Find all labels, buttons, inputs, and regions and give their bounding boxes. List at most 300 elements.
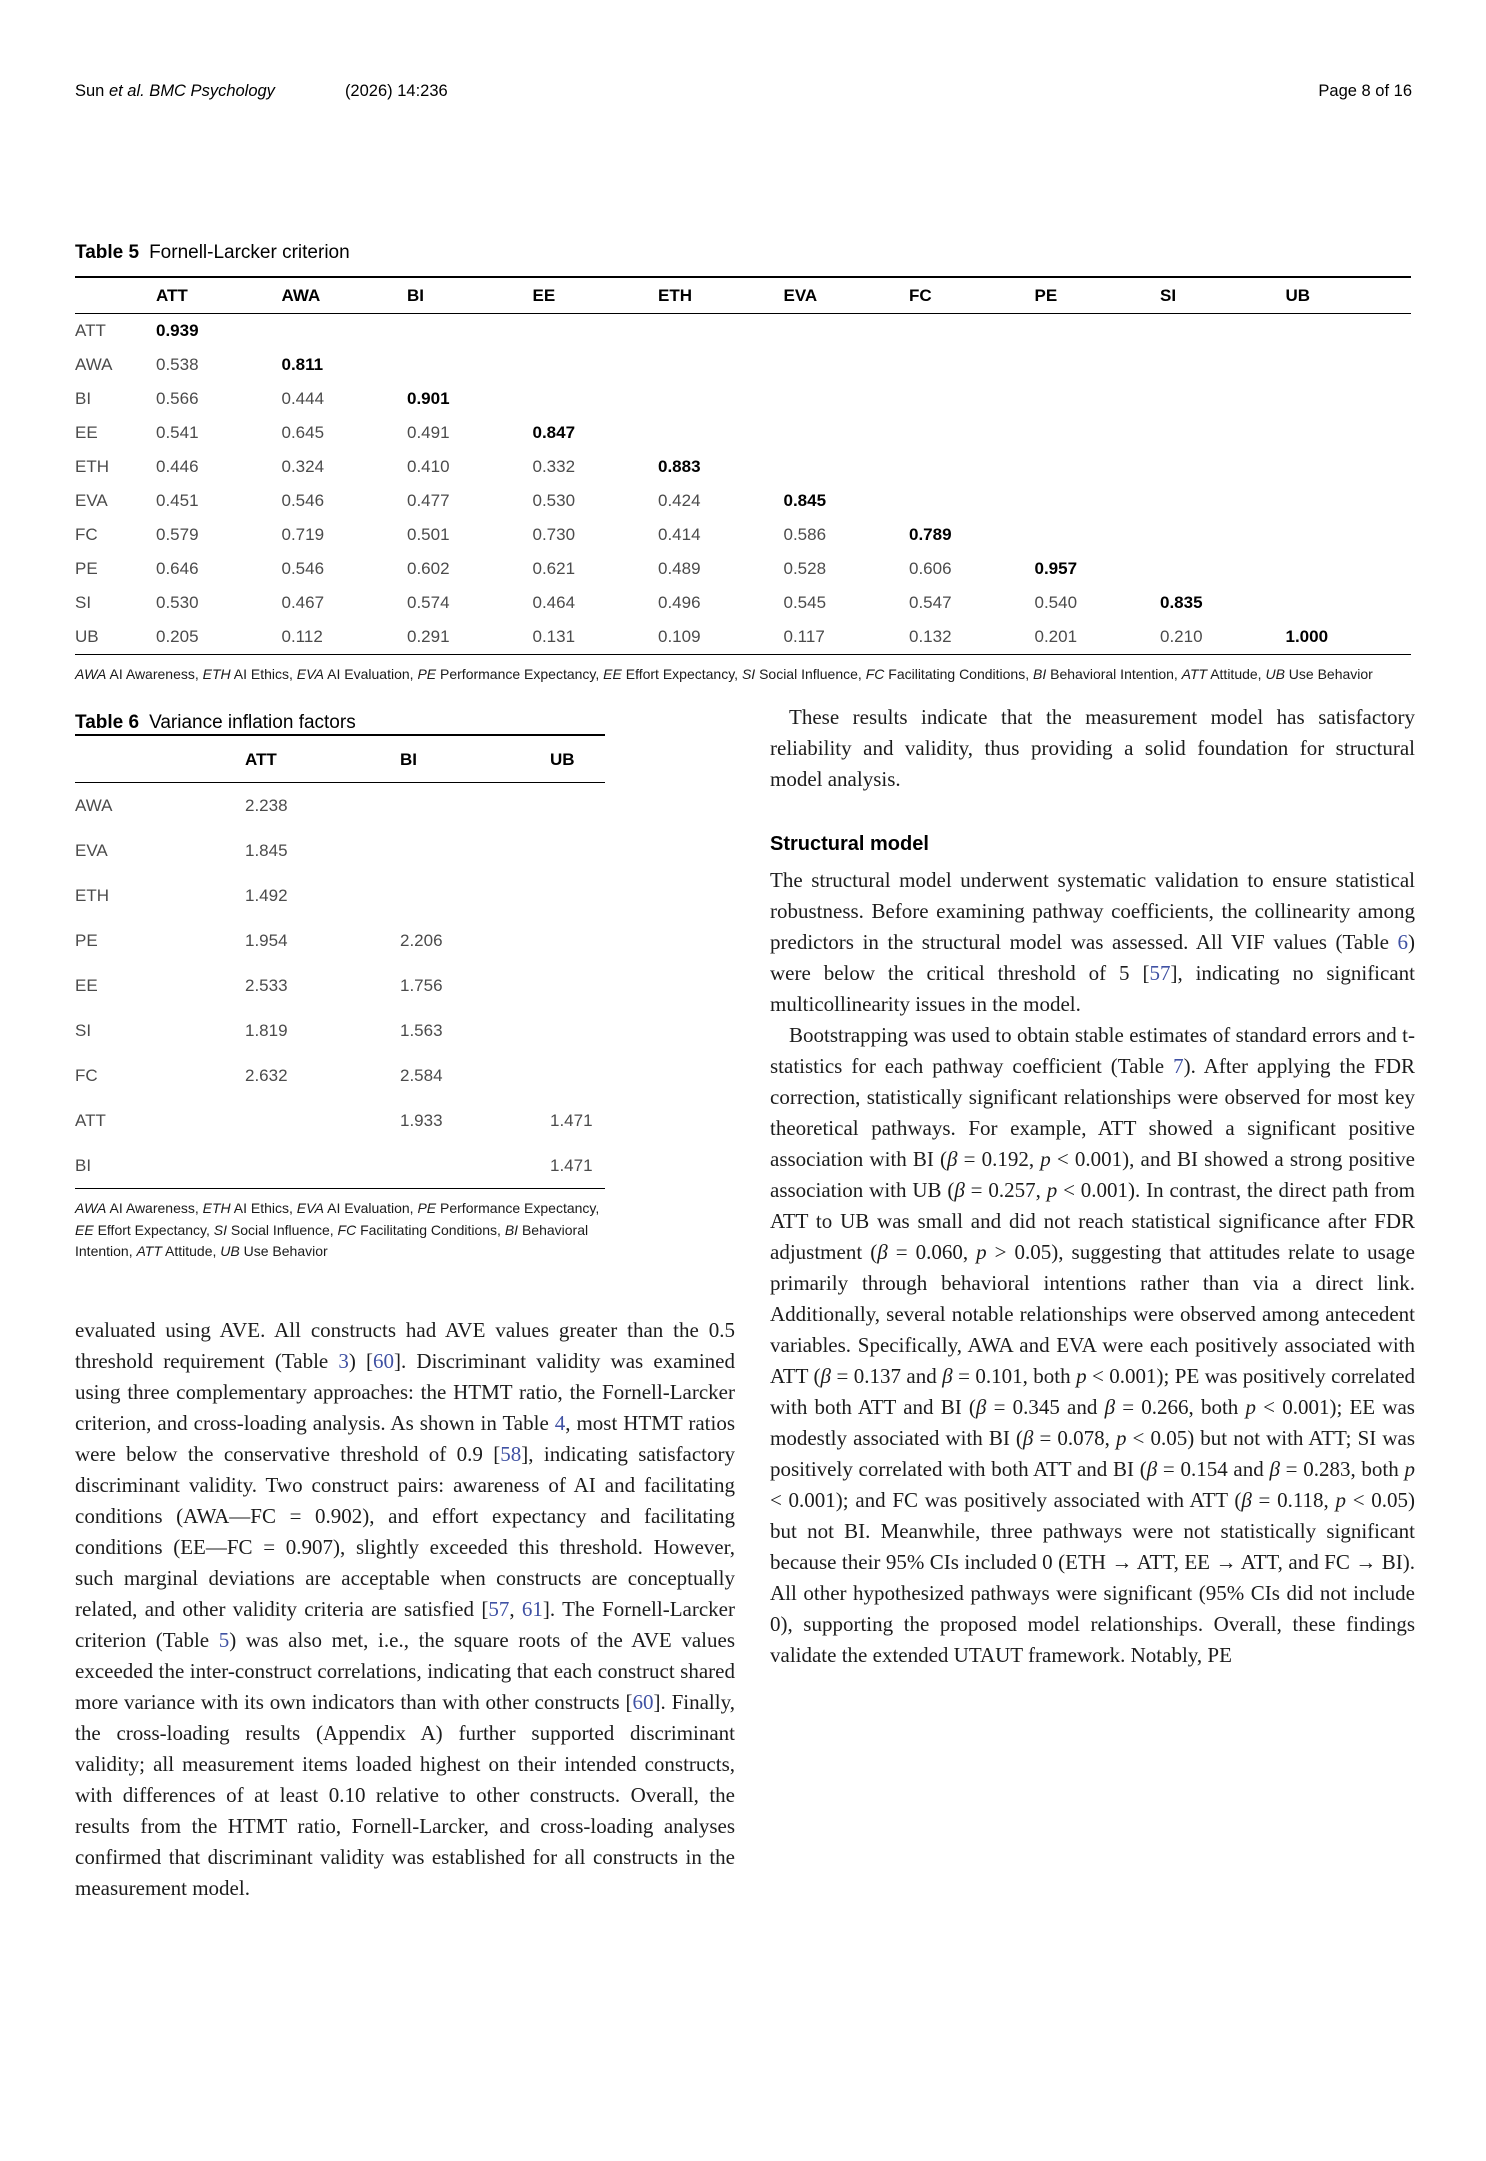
text-run: AI Ethics, <box>230 1200 297 1216</box>
table-cell <box>658 314 784 349</box>
table-cell: 0.579 <box>156 525 199 544</box>
text-run: p <box>1046 1178 1058 1202</box>
text-run: = 0.283, both <box>1279 1457 1405 1481</box>
table-cell <box>784 416 910 450</box>
text-run: Bootstrapping was used to obtain stable estimates of standard errors and t-statistics for each pathway coefficient (Table <box>770 1023 1415 1078</box>
row-label: UB <box>75 627 99 646</box>
table5-header-row <box>75 277 1411 314</box>
text-run: β <box>1269 1457 1280 1481</box>
table-cell: 1.933 <box>400 1111 443 1130</box>
text-run: > 0.05), suggesting that attitudes relate to usage primarily through behavioral intentions rather than via a direct link. Additionally, several notable relationships were observed among antecedent variables. Specifically, AWA and EVA were each positively associated with ATT ( <box>770 1240 1415 1388</box>
table-cell: 0.789 <box>909 525 952 544</box>
table-cell: 0.602 <box>407 559 450 578</box>
text-run: < 0.05) but not with ATT; SI was positively correlated with both ATT and BI ( <box>770 1426 1415 1481</box>
table-cell: 0.606 <box>909 559 952 578</box>
table6 <box>75 734 605 1189</box>
row-label: FC <box>75 525 98 544</box>
table5-section <box>75 242 1411 686</box>
table-cell <box>784 314 910 349</box>
table-cell: 0.530 <box>532 491 576 510</box>
body-paragraph-results: These results indicate that the measurement model has satisfactory reliability and validity, thus providing a solid foundation for structural model analysis. <box>770 705 1415 791</box>
text-run: ) was also met, i.e., the square roots of the AVE values exceeded the inter-construct correlations, indicating that each construct shared more variance with its own indicators than with other constructs [ <box>75 1627 735 1714</box>
table-cell: 0.410 <box>407 457 450 476</box>
text-run: Effort Expectancy, <box>621 666 742 682</box>
text-run: β <box>947 1147 958 1171</box>
text-run: Use Behavior <box>1284 666 1373 682</box>
table-row <box>75 450 1411 484</box>
table-cell: 0.489 <box>658 559 701 578</box>
table-cell <box>533 348 659 382</box>
text-run: The structural model underwent systematic validation to ensure statistical robustness. Before examining pathway coefficients, the collinearity among predictors in the structural model was assessed. All VIF values (Table <box>770 868 1415 954</box>
text-run: evaluated using AVE. All constructs had AVE values greater than the 0.5 threshold requirement (Table <box>75 1317 735 1373</box>
table6-caption <box>75 712 735 734</box>
text-run: FC <box>337 1221 357 1238</box>
table-cell <box>909 450 1035 484</box>
table-cell: 2.584 <box>400 1066 443 1085</box>
column-header: FC <box>909 286 932 305</box>
text-run: EVA <box>296 1200 325 1216</box>
text-run: β <box>1104 1395 1116 1419</box>
text-run: EVA <box>296 666 325 682</box>
table6-header-row <box>75 735 605 783</box>
table-cell <box>1160 314 1286 349</box>
text-run: p <box>1115 1426 1127 1450</box>
text-run: EE <box>603 666 622 682</box>
table-cell: 1.000 <box>1285 627 1329 646</box>
text-run: ) [ <box>348 1348 374 1373</box>
table-row <box>75 620 1411 655</box>
row-label: EVA <box>75 491 108 510</box>
table-cell: 0.477 <box>407 491 450 510</box>
text-run: EE <box>75 1221 94 1238</box>
table-cell: 0.496 <box>658 593 701 612</box>
table-cell: 0.538 <box>156 355 199 374</box>
table-cell <box>1160 450 1286 484</box>
table-cell <box>1286 518 1412 552</box>
text-run: Performance Expectancy, <box>436 1200 600 1216</box>
table-cell: 1.954 <box>245 931 288 950</box>
table-row <box>75 416 1411 450</box>
table-cell: 0.530 <box>156 593 199 612</box>
text-run: = 0.118, <box>1251 1488 1336 1512</box>
table-row <box>75 382 1411 416</box>
table-cell <box>1286 314 1412 349</box>
text-run: Performance Expectancy, <box>436 666 604 682</box>
text-run: Use Behavior <box>239 1243 328 1259</box>
table-cell: 0.451 <box>156 491 199 510</box>
text-run: < 0.001). In contrast, the direct path from ATT to UB was small and did not reach statistical significance after FDR adjustment ( <box>770 1178 1415 1264</box>
table-cell <box>533 382 659 416</box>
column-header: BI <box>407 286 424 305</box>
text-run: ]. Finally, the cross-loading results (Appendix A) further supported discriminant validity; all measurement items loaded highest on their intended constructs, with differences of at least 0.10 relative to other constructs. Overall, the results from the HTMT ratio, Fornell-Larcker, and cross-loading analyses confirmed that discriminant validity was established for all constructs in the measurement model. <box>75 1689 735 1900</box>
row-label: AWA <box>75 796 113 815</box>
table-cell <box>245 1143 400 1189</box>
column-header: ATT <box>245 750 277 769</box>
text-run: < 0.001); PE was positively correlated with both ATT and BI ( <box>770 1364 1416 1419</box>
table-cell: 0.324 <box>281 457 325 476</box>
text-run: FC <box>865 666 885 682</box>
table-cell: 0.566 <box>156 389 199 408</box>
text-run: ]. Discriminant validity was examined using three complementary approaches: the HTMT ratio, the Fornell-Larcker criterion, and cross-loading analysis. As shown in Table <box>75 1348 735 1435</box>
text-run: AWA <box>75 1200 107 1216</box>
text-run: Attitude, <box>1207 666 1266 682</box>
table-row <box>75 873 605 918</box>
table-cell: 0.939 <box>156 321 199 340</box>
text-run: UB <box>1265 666 1285 682</box>
column-header: AWA <box>281 286 321 305</box>
table-cell <box>245 1098 400 1143</box>
table-cell <box>550 963 605 1008</box>
table-cell: 1.563 <box>400 1021 443 1040</box>
table-cell <box>1035 518 1161 552</box>
table-cell: 0.444 <box>281 389 325 408</box>
table-cell: 1.492 <box>245 886 288 905</box>
row-label: BI <box>75 389 92 408</box>
text-run: ], indicating satisfactory discriminant validity. Two construct pairs: awareness of AI and facilitating conditions (AWA—FC = 0.902), and effort expectancy and facilitating conditions (EE—FC = 0.907), slightly exceeded this threshold. However, such marginal deviations are acceptable when constructs are conceptually related, and other validity criteria are satisfied [ <box>75 1441 735 1621</box>
column-header: BI <box>400 750 417 769</box>
table-cell <box>1035 450 1161 484</box>
text-run: p <box>1245 1395 1256 1419</box>
row-label: EVA <box>75 841 108 860</box>
table-cell <box>1035 382 1161 416</box>
table-cell: 1.819 <box>245 1021 288 1040</box>
table-row <box>75 1053 605 1098</box>
reference-link[interactable]: 57 <box>488 1596 510 1621</box>
text-run: p <box>1335 1488 1346 1512</box>
running-head <box>75 82 1412 101</box>
reference-link[interactable]: 57 <box>1149 961 1171 985</box>
table-cell: 2.206 <box>400 931 443 950</box>
table-cell: 1.471 <box>550 1156 593 1175</box>
page-indicator: Page 8 of 16 <box>1318 82 1412 100</box>
text-run: ). After applying the FDR correction, statistically significant relationships were observed for most key theoretical pathways. For example, ATT showed a significant positive association with BI ( <box>770 1054 1415 1171</box>
row-label: EE <box>75 976 98 995</box>
table-cell: 0.547 <box>909 593 952 612</box>
reference-link[interactable]: 6 <box>1397 930 1408 954</box>
table-cell: 0.847 <box>532 423 576 442</box>
text-run: β <box>975 1395 987 1419</box>
text-run: UB <box>220 1243 240 1259</box>
row-label: SI <box>75 593 92 612</box>
table-row <box>75 1098 605 1143</box>
table-cell: 0.205 <box>156 627 199 646</box>
table-cell: 0.621 <box>532 559 576 578</box>
table6-title: Variance inflation factors <box>149 712 356 733</box>
column-header: EVA <box>783 286 818 305</box>
table5 <box>75 276 1411 655</box>
table-cell <box>1286 552 1412 586</box>
table-cell: 0.546 <box>281 559 325 578</box>
table-cell: 0.883 <box>658 457 701 476</box>
table-cell: 0.464 <box>532 593 576 612</box>
table-cell <box>550 828 605 873</box>
table-row <box>75 1143 605 1189</box>
table6-footnote <box>75 1198 620 1263</box>
table-row <box>75 314 1411 349</box>
text-run: , most HTMT ratios were below the conservative threshold of 0.9 [ <box>75 1410 735 1466</box>
table-cell: 0.835 <box>1160 593 1203 612</box>
text-run: β <box>954 1178 965 1202</box>
reference-link[interactable]: 4 <box>554 1410 566 1435</box>
text-run: Effort Expectancy, <box>93 1221 214 1238</box>
row-label: ATT <box>75 1111 106 1130</box>
text-run: AI Awareness, <box>106 666 203 682</box>
table-row <box>75 918 605 963</box>
table-cell <box>282 314 408 349</box>
text-run: PE <box>417 666 437 682</box>
text-run: SI <box>741 666 756 682</box>
table-row <box>75 586 1411 620</box>
reference-link[interactable]: 3 <box>338 1348 349 1373</box>
table-cell: 2.238 <box>245 796 288 815</box>
table-cell <box>550 918 605 963</box>
table-cell <box>1160 348 1286 382</box>
row-label: SI <box>75 1021 92 1040</box>
body-paragraph-bootstrapping <box>770 1020 1415 1671</box>
table-cell: 0.291 <box>407 627 450 646</box>
text-run: = 0.060, <box>887 1240 977 1264</box>
body-paragraph-left <box>75 1315 735 1904</box>
table-cell: 0.645 <box>281 423 325 442</box>
table-cell <box>1286 348 1412 382</box>
table-cell <box>1286 450 1412 484</box>
table-cell <box>1160 518 1286 552</box>
table-cell <box>1286 382 1412 416</box>
table-row <box>75 552 1411 586</box>
section-heading-structural-model: Structural model <box>770 833 929 855</box>
table-cell: 0.424 <box>658 491 701 510</box>
column-header: ATT <box>156 286 188 305</box>
text-run: = 0.257, <box>964 1178 1047 1202</box>
table-cell: 0.901 <box>407 389 450 408</box>
row-label: PE <box>75 559 98 578</box>
table-cell <box>400 873 550 918</box>
text-run: BI <box>1033 666 1047 682</box>
table-row <box>75 518 1411 552</box>
text-run: β <box>877 1240 888 1264</box>
left-column <box>75 712 735 1904</box>
text-run: Social Influence, <box>755 666 866 682</box>
table-cell <box>1160 416 1286 450</box>
table-cell: 0.132 <box>909 627 952 646</box>
text-run: = 0.345 and <box>986 1395 1105 1419</box>
text-run: β <box>820 1364 832 1388</box>
row-label: ATT <box>75 321 106 340</box>
table-cell: 0.957 <box>1034 559 1078 578</box>
table-cell: 0.467 <box>281 593 325 612</box>
table-cell: 0.646 <box>156 559 199 578</box>
text-run: = 0.078, <box>1033 1426 1116 1450</box>
column-header: UB <box>1285 286 1311 305</box>
table-cell: 1.756 <box>400 976 443 995</box>
table-cell <box>1160 382 1286 416</box>
table6-section <box>75 712 735 1263</box>
table-cell: 0.845 <box>783 491 827 510</box>
table5-title: Fornell-Larcker criterion <box>149 242 350 263</box>
text-run: = 0.101, both <box>952 1364 1077 1388</box>
table-cell: 0.545 <box>783 593 827 612</box>
row-label: BI <box>75 1156 92 1175</box>
table-cell <box>1035 314 1161 349</box>
table-cell <box>1160 484 1286 518</box>
text-run: Behavioral Intention, <box>1046 666 1182 682</box>
table-cell: 0.811 <box>281 355 324 374</box>
table-cell: 0.210 <box>1160 627 1203 646</box>
table-cell <box>1286 484 1412 518</box>
table-cell: 0.446 <box>156 457 199 476</box>
row-label: PE <box>75 931 98 950</box>
text-run: p <box>1076 1364 1087 1388</box>
table-cell <box>909 382 1035 416</box>
table5-footnote <box>75 664 1411 686</box>
table-cell <box>658 382 784 416</box>
table-cell: 0.117 <box>783 627 825 646</box>
table-row <box>75 1008 605 1053</box>
table-cell: 0.112 <box>281 627 323 646</box>
table-cell: 0.586 <box>783 525 827 544</box>
table6-label: Table 6 <box>75 712 140 733</box>
text-run: < 0.001), and BI showed a strong positive association with UB ( <box>770 1147 1416 1202</box>
table5-label: Table 5 <box>75 242 140 263</box>
text-run: = 0.137 and <box>831 1364 943 1388</box>
table-cell <box>400 783 550 829</box>
table-row <box>75 963 605 1008</box>
journal-citation <box>75 82 448 101</box>
table-cell: 0.109 <box>658 627 701 646</box>
table-cell <box>658 416 784 450</box>
table-cell: 0.501 <box>407 525 450 544</box>
text-run: = 0.266, both <box>1115 1395 1246 1419</box>
table-cell <box>909 416 1035 450</box>
volume-citation: (2026) 14:236 <box>344 82 448 100</box>
text-run: ETH <box>202 1200 231 1216</box>
table-cell: 0.730 <box>532 525 576 544</box>
table-cell <box>400 828 550 873</box>
right-column <box>770 702 1415 1671</box>
text-run: < 0.001); and FC was positively associated with ATT ( <box>770 1488 1242 1512</box>
table-cell <box>784 348 910 382</box>
table5-caption <box>75 242 1411 264</box>
table-cell <box>909 348 1035 382</box>
row-label: AWA <box>75 355 113 374</box>
text-run: ) were below the critical threshold of 5 [ <box>770 930 1415 985</box>
table-cell: 0.541 <box>156 423 199 442</box>
table-cell: 0.201 <box>1034 627 1078 646</box>
text-run: AI Evaluation, <box>324 1200 418 1216</box>
table-cell: 0.332 <box>532 457 576 476</box>
table-cell <box>784 382 910 416</box>
text-run: AI Awareness, <box>106 1200 203 1216</box>
table-cell: 0.131 <box>532 627 576 646</box>
table-cell: 2.533 <box>245 976 288 995</box>
table-cell: 0.540 <box>1034 593 1078 612</box>
corner-cell <box>75 277 156 314</box>
text-run: ATT <box>1181 666 1208 682</box>
text-run: = 0.154 and <box>1157 1457 1270 1481</box>
text-run: β <box>1022 1426 1034 1450</box>
table-cell <box>1035 484 1161 518</box>
text-run: AI Ethics, <box>230 666 297 682</box>
table-cell: 1.845 <box>245 841 288 860</box>
table-cell: 0.491 <box>407 423 450 442</box>
reference-link[interactable]: 58 <box>500 1441 522 1466</box>
reference-link[interactable]: 61 <box>521 1596 543 1621</box>
text-run: ]. The Fornell-Larcker criterion (Table <box>75 1596 735 1652</box>
table-row <box>75 348 1411 382</box>
row-label: ETH <box>75 457 109 476</box>
text-run: BI <box>504 1221 519 1238</box>
row-label: FC <box>75 1066 98 1085</box>
table-cell <box>658 348 784 382</box>
text-run: Social Influence, <box>227 1221 338 1238</box>
table-cell <box>1035 416 1161 450</box>
column-header: SI <box>1160 286 1177 305</box>
table-cell <box>407 348 533 382</box>
table-cell: 0.719 <box>281 525 325 544</box>
text-run: β <box>1241 1488 1252 1512</box>
table-cell <box>400 1143 550 1189</box>
table-cell: 0.414 <box>658 525 701 544</box>
text-run: = 0.192, <box>957 1147 1041 1171</box>
text-run: p <box>1404 1457 1415 1481</box>
reference-link[interactable]: 60 <box>373 1348 395 1373</box>
body-paragraph-structural <box>770 865 1415 1020</box>
table-row <box>75 828 605 873</box>
column-header: PE <box>1034 286 1058 305</box>
table-cell: 2.632 <box>245 1066 288 1085</box>
text-run: et al. BMC Psychology <box>108 82 275 100</box>
text-run: β <box>1146 1457 1158 1481</box>
text-run: β <box>942 1364 953 1388</box>
text-run: Sun <box>75 82 109 100</box>
column-header: UB <box>550 750 575 769</box>
authors-journal <box>75 82 275 100</box>
text-run: Facilitating Conditions, <box>884 666 1034 682</box>
table-cell <box>784 450 910 484</box>
table-cell <box>1160 552 1286 586</box>
column-header: EE <box>532 286 556 305</box>
table-cell: 0.528 <box>783 559 827 578</box>
table-cell <box>533 314 659 349</box>
table-cell <box>550 1053 605 1098</box>
table-row <box>75 783 605 829</box>
row-label: EE <box>75 423 98 442</box>
text-run: AWA <box>75 666 107 682</box>
table-cell <box>1286 586 1412 620</box>
text-run: ], indicating no significant multicollinearity issues in the model. <box>770 961 1415 1016</box>
reference-link[interactable]: 7 <box>1173 1054 1184 1078</box>
table-cell <box>407 314 533 349</box>
table-row <box>75 484 1411 518</box>
table-cell: 1.471 <box>550 1111 593 1130</box>
text-run: ATT <box>136 1243 162 1259</box>
text-run: Facilitating Conditions, <box>356 1221 505 1238</box>
text-run: AI Evaluation, <box>324 666 418 682</box>
table-cell <box>550 1008 605 1053</box>
column-header: ETH <box>658 286 692 305</box>
text-run: SI <box>213 1221 228 1238</box>
reference-link[interactable]: 5 <box>218 1627 230 1652</box>
text-run: PE <box>417 1200 437 1216</box>
text-run: < 0.05) but not BI. Meanwhile, three pathways were not statistically significant because their 95% CIs included 0 (ETH → ATT, EE → ATT, and FC → BI). All other hypothesized pathways were significant (95% CIs did not include 0), supporting the proposed model relationships. Overall, these findings validate the extended UTAUT framework. Notably, PE <box>770 1488 1415 1667</box>
text-run: , <box>509 1596 522 1621</box>
row-label: ETH <box>75 886 109 905</box>
table-cell <box>909 314 1035 349</box>
table-cell <box>909 484 1035 518</box>
text-run: Behavioral Intention, <box>75 1221 589 1259</box>
reference-link[interactable]: 60 <box>632 1689 654 1714</box>
table-cell <box>550 783 605 829</box>
